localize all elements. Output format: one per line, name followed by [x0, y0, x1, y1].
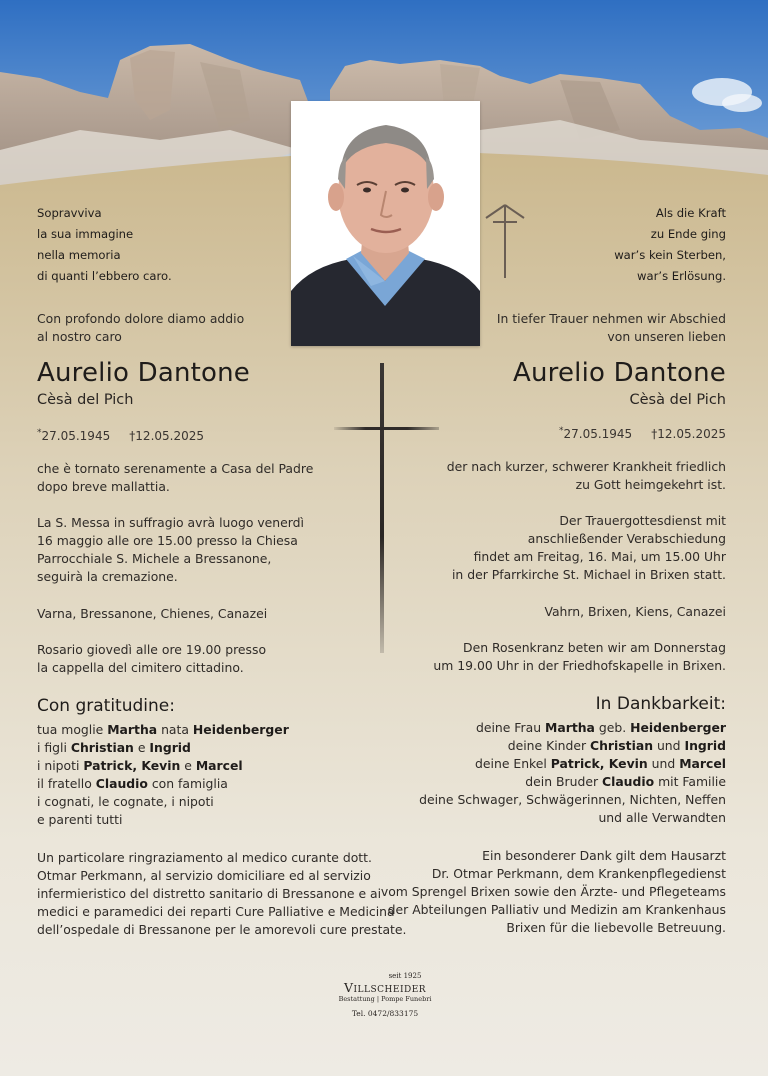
- family-line: i figli Christian e Ingrid: [37, 740, 191, 755]
- left-intro: Con profondo dolore diamo addio al nostro caro: [37, 311, 245, 344]
- portrait-illustration: [291, 101, 480, 346]
- right-intro: In tiefer Trauer nehmen wir Abschied von unseren lieben: [496, 311, 726, 344]
- left-verse: Sopravviva la sua immagine nella memoria di quanti l’ebbero caro.: [37, 206, 172, 283]
- born-symbol: *: [37, 428, 42, 438]
- left-born-date: 27.05.1945: [41, 429, 111, 443]
- family-line: deine Frau Martha geb. Heidenberger: [475, 720, 726, 735]
- family-line: und alle Verwandten: [598, 810, 726, 825]
- logo-brand: Villscheider: [343, 980, 427, 995]
- right-nickname: Cèsà del Pich: [629, 392, 726, 408]
- family-line: deine Enkel Patrick, Kevin und Marcel: [475, 756, 726, 771]
- family-line: il fratello Claudio con famiglia: [37, 776, 228, 791]
- logo-since: seit 1925: [388, 972, 422, 980]
- cross-ornament-vertical: [380, 363, 384, 653]
- right-paragraph-2: Der Trauergottesdienst mit anschließender Verabschiedung findet am Freitag, 16. Mai, um 15.00 Uhr in der Pfarrkirche St. Michael in Brixen statt.: [451, 513, 726, 582]
- left-paragraph-1: che è tornato serenamente a Casa del Padre dopo breve mallattia.: [37, 461, 314, 494]
- family-line: tua moglie Martha nata Heidenberger: [37, 722, 289, 737]
- right-places: Vahrn, Brixen, Kiens, Canazei: [544, 604, 726, 619]
- funeral-home-logo: [300, 972, 470, 1020]
- family-line: deine Schwager, Schwägerinnen, Nichten, Neffen: [419, 792, 726, 807]
- right-paragraph-1: der nach kurzer, schwerer Krankheit friedlich zu Gott heimgekehrt ist.: [446, 459, 726, 492]
- died-symbol: †: [129, 429, 136, 443]
- right-gratitude-heading: In Dankbarkeit:: [595, 694, 726, 714]
- right-verse: Als die Kraft zu Ende ging war’s kein Sterben, war’s Erlösung.: [614, 206, 726, 283]
- left-family-list: [37, 721, 289, 829]
- left-thanks: Un particolare ringraziamento al medico curante dott. Otmar Perkmann, al servizio domiciliare ed al servizio infermieristico del distretto sanitario di Bressanone e ai medici e paramedici dei reparti Cure Palliative e Medicina dell’ospedale di Bressanone per le amorevoli cure prestate.: [37, 850, 407, 937]
- logo-telephone: Tel. 0472/833175: [351, 1009, 419, 1018]
- left-gratitude-heading: Con gratitudine:: [37, 696, 175, 716]
- left-rosary: Rosario giovedì alle ore 19.00 presso la cappella del cimitero cittadino.: [37, 642, 267, 675]
- family-line: e parenti tutti: [37, 812, 123, 827]
- right-deceased-name: Aurelio Dantone: [512, 358, 726, 388]
- right-dates: [559, 423, 726, 442]
- left-deceased-name: Aurelio Dantone: [37, 358, 251, 388]
- left-paragraph-2: La S. Messa in suffragio avrà luogo venerdì 16 maggio alle ore 15.00 presso la Chiesa Parrocchiale S. Michele a Bressanone, seguirà la cremazione.: [37, 515, 304, 584]
- right-born-date: 27.05.1945: [563, 427, 633, 441]
- left-places: Varna, Bressanone, Chienes, Canazei: [37, 606, 268, 621]
- family-line: i nipoti Patrick, Kevin e Marcel: [37, 758, 243, 773]
- died-symbol: †: [651, 427, 658, 441]
- left-nickname: Cèsà del Pich: [37, 392, 134, 408]
- right-rosary: Den Rosenkranz beten wir am Donnerstag um 19.00 Uhr in der Friedhofskapelle in Brixen.: [433, 640, 726, 673]
- right-thanks: Ein besonderer Dank gilt dem Hausarzt Dr. Otmar Perkmann, dem Krankenpflegedienst vom Sprengel Brixen sowie den Ärzte- und Pflegeteams der Abteilungen Palliativ und Medizin am Krankenhaus Brixen für die liebevolle Betreuung.: [380, 848, 726, 935]
- right-family-list: [419, 719, 726, 827]
- left-died-date: 12.05.2025: [135, 429, 205, 443]
- family-line: i cognati, le cognate, i nipoti: [37, 794, 214, 809]
- cross-ornament-horizontal: [334, 427, 439, 430]
- family-line: deine Kinder Christian und Ingrid: [507, 738, 726, 753]
- family-line: dein Bruder Claudio mit Familie: [525, 774, 726, 789]
- logo-subtitle: Bestattung | Pompe Funebri: [338, 995, 432, 1003]
- portrait-photo: [291, 101, 480, 346]
- born-symbol: *: [558, 426, 564, 436]
- left-dates: [37, 425, 204, 444]
- right-died-date: 12.05.2025: [657, 427, 726, 441]
